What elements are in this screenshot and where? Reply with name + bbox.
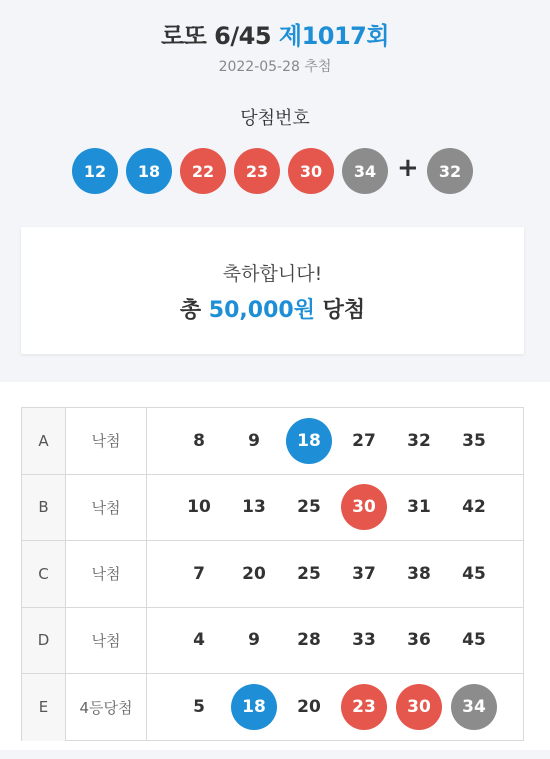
ticket-number: 10 (187, 497, 211, 518)
winning-ball: 34 (342, 148, 388, 194)
prize-total (21, 293, 524, 324)
ticket-number: 28 (297, 630, 321, 651)
ticket-number: 45 (462, 563, 486, 584)
result-card (21, 227, 524, 354)
ticket-number: 7 (193, 563, 205, 584)
ticket-row-status: 4등당첨 (66, 674, 147, 741)
ticket-row-status: 낙첨 (66, 475, 147, 541)
ticket-number-matched: 30 (341, 484, 387, 530)
ticket-number-matched: 30 (396, 684, 442, 730)
ticket-number: 38 (407, 563, 431, 584)
ticket-row (22, 475, 523, 542)
round-number: 제1017회 (278, 22, 390, 50)
ticket-number: 32 (407, 430, 431, 451)
ticket-number: 20 (297, 696, 321, 717)
congrats-message: 축하합니다! (222, 263, 323, 285)
winning-numbers-label: 당첨번호 (240, 108, 310, 129)
winning-ball: 18 (126, 148, 172, 194)
ticket-row (22, 674, 523, 741)
winning-ball: 30 (288, 148, 334, 194)
ticket-number: 45 (462, 630, 486, 651)
ticket-row (22, 408, 523, 475)
prize-suffix: 당첨 (322, 298, 366, 323)
ticket-number: 25 (297, 497, 321, 518)
prize-prefix: 총 (179, 298, 202, 323)
ticket-row-letter: B (22, 475, 66, 541)
winning-ball: 23 (234, 148, 280, 194)
ticket-table (21, 407, 524, 741)
ticket-number-matched: 34 (451, 684, 497, 730)
ticket-number-matched: 18 (231, 684, 277, 730)
ticket-row-letter: A (22, 408, 66, 474)
ticket-row-status: 낙첨 (66, 408, 147, 474)
ticket-row-letter: E (22, 674, 66, 741)
draw-date: 2022-05-28 추첨 (218, 59, 332, 75)
ticket-number: 35 (462, 430, 486, 451)
page-title (0, 16, 550, 51)
ticket-row (22, 541, 523, 608)
ticket-number: 27 (352, 430, 376, 451)
ticket-number-matched: 23 (341, 684, 387, 730)
ticket-number: 9 (248, 430, 260, 451)
plus-sign: + (397, 153, 419, 183)
ticket-number-matched: 18 (286, 418, 332, 464)
title-prefix: 로또 6/45 (160, 22, 272, 50)
ticket-number: 25 (297, 563, 321, 584)
ticket-number: 8 (193, 430, 205, 451)
ticket-number: 36 (407, 630, 431, 651)
ticket-number: 4 (193, 630, 205, 651)
ticket-row-status: 낙첨 (66, 541, 147, 607)
ticket-number: 5 (193, 696, 205, 717)
ticket-number: 9 (248, 630, 260, 651)
ticket-row-status: 낙첨 (66, 608, 147, 674)
ticket-number: 42 (462, 497, 486, 518)
ticket-number: 20 (242, 563, 266, 584)
winning-ball: 22 (180, 148, 226, 194)
winning-ball: 12 (72, 148, 118, 194)
ticket-number: 33 (352, 630, 376, 651)
ticket-row (22, 608, 523, 675)
bonus-ball: 32 (427, 148, 473, 194)
ticket-row-letter: C (22, 541, 66, 607)
ticket-number: 31 (407, 497, 431, 518)
ticket-row-letter: D (22, 608, 66, 674)
ticket-number: 13 (242, 497, 266, 518)
bottom-bar (0, 750, 550, 759)
prize-amount: 50,000원 (208, 298, 315, 323)
ticket-number: 37 (352, 563, 376, 584)
